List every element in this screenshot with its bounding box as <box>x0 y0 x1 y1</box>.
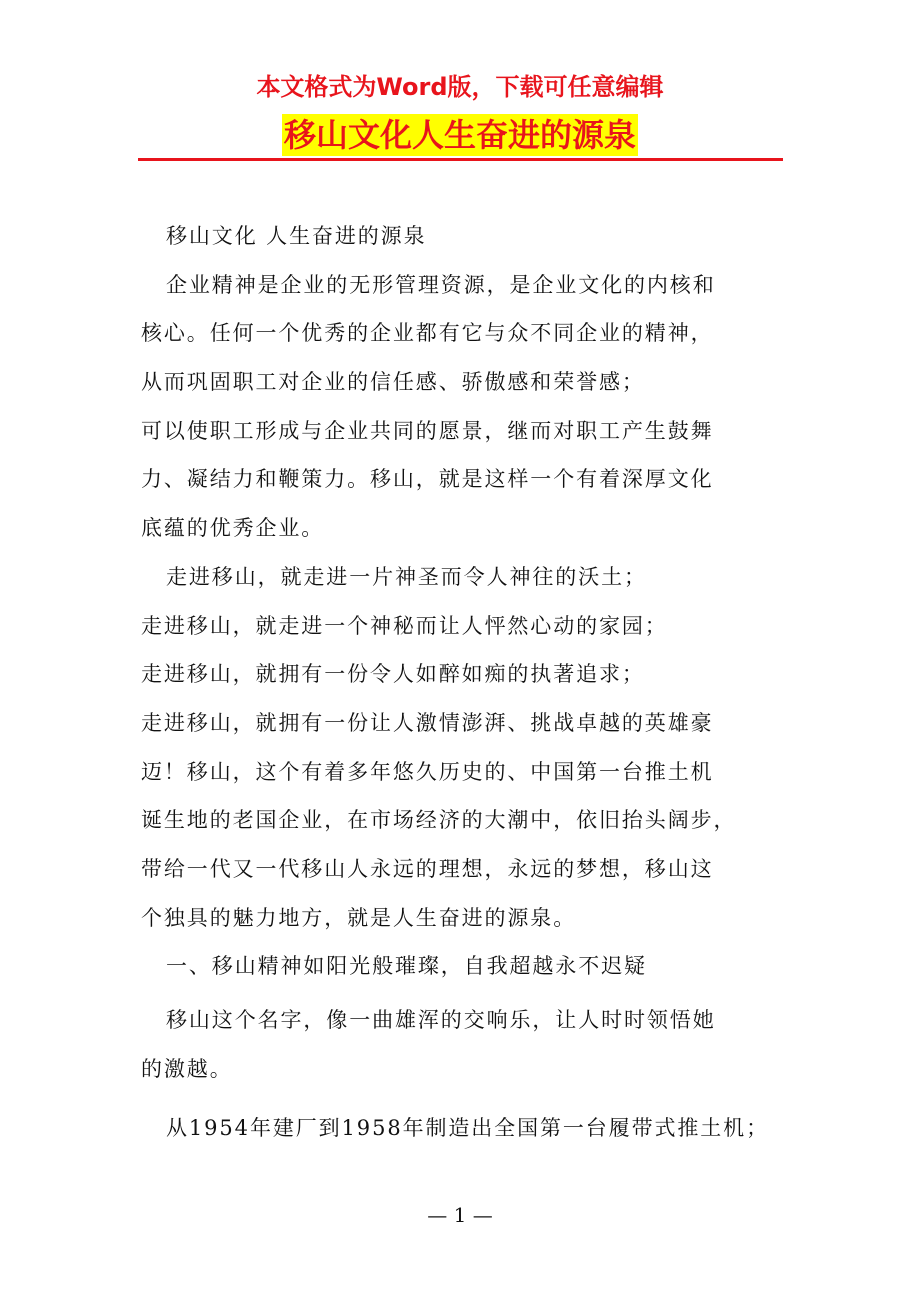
title-container <box>0 114 920 156</box>
paragraph-line: 企业精神是企业的无形管理资源，是企业文化的内核和 <box>166 272 716 297</box>
page-number: — 1 — <box>427 1203 493 1227</box>
paragraph-line: 走进移山，就拥有一份令人如醉如痴的执著追求； <box>141 662 645 687</box>
paragraph-line: 个独具的魅力地方，就是人生奋进的源泉。 <box>141 905 577 930</box>
paragraph-line: 核心。任何一个优秀的企业都有它与众不同企业的精神， <box>141 321 714 346</box>
paragraph-line: 走进移山，就走进一片神圣而令人神往的沃土； <box>166 564 647 589</box>
subtitle-line: 移山文化 人生奋进的源泉 <box>166 224 427 248</box>
paragraph-line: 从而巩固职工对企业的信任感、骄傲感和荣誉感； <box>141 370 645 395</box>
paragraph-line: 迈！移山，这个有着多年悠久历史的、中国第一台推土机 <box>141 759 714 784</box>
title-divider <box>138 158 783 161</box>
paragraph-line: 力、凝结力和鞭策力。移山，就是这样一个有着深厚文化 <box>141 467 714 492</box>
section-heading: 一、移山精神如阳光般璀璨，自我超越永不迟疑 <box>166 954 647 979</box>
paragraph-line: 可以使职工形成与企业共同的愿景，继而对职工产生鼓舞 <box>141 418 714 443</box>
document-body <box>141 212 781 1153</box>
paragraph-line: 底蕴的优秀企业。 <box>141 516 325 541</box>
paragraph-line: 从1954年建厂到1958年制造出全国第一台履带式推土机； <box>166 1116 769 1141</box>
paragraph-line: 的激越。 <box>141 1056 233 1081</box>
document-title: 移山文化人生奋进的源泉 <box>283 116 636 154</box>
format-notice: 本文格式为Word版，下载可任意编辑 <box>256 73 664 101</box>
paragraph-line: 移山这个名字，像一曲雄浑的交响乐，让人时时领悟她 <box>166 1008 716 1032</box>
paragraph-line: 带给一代又一代移山人永远的理想，永远的梦想，移山这 <box>141 856 714 881</box>
paragraph-line: 走进移山，就走进一个神秘而让人怦然心动的家园； <box>141 613 668 638</box>
paragraph-line: 走进移山，就拥有一份让人激情澎湃、挑战卓越的英雄豪 <box>141 710 714 735</box>
paragraph-line: 诞生地的老国企业，在市场经济的大潮中，依旧抬头阔步， <box>141 808 737 833</box>
